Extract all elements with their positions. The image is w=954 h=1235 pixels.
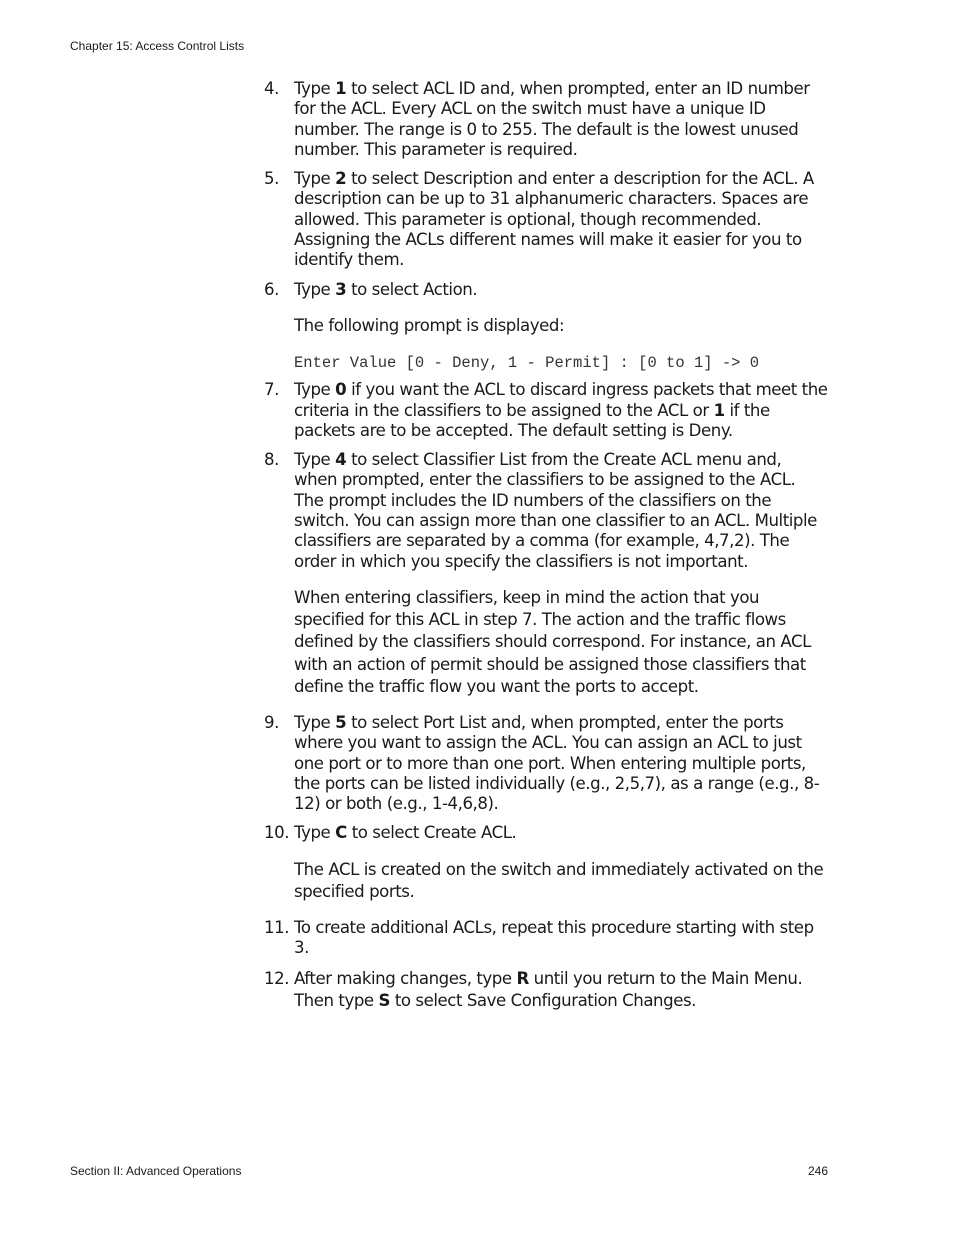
- step-number: 11.: [264, 918, 290, 938]
- key-label: 3: [335, 279, 347, 299]
- prompt-code: Enter Value [0 - Deny, 1 - Permit] : [0 to 1] -> 0: [294, 354, 760, 373]
- key-label: 2: [335, 169, 347, 189]
- key-label: 1: [713, 400, 725, 420]
- step-11: 11. To create additional ACLs, repeat this procedure starting with step 3.: [264, 918, 814, 958]
- step-10-note: The ACL is created on the switch and immediately activated on the specified ports.: [294, 859, 824, 901]
- key-label: R: [516, 968, 529, 988]
- key-label: C: [335, 823, 347, 843]
- step-8-note: When entering classifiers, keep in mind the action that you specified for this ACL in step 7. The action and the traffic flows defined by the classifiers should correspond. For instance, an ACL with an action of permit should be assigned those classifiers that define the traffic flow you want the ports to accept.: [294, 587, 811, 696]
- step-number: 8.: [264, 450, 279, 470]
- step-number: 10.: [264, 823, 290, 843]
- key-label: 0: [335, 380, 347, 400]
- key-label: 4: [335, 450, 347, 470]
- step-12: 12. After making changes, type R until you return to the Main Menu. Then type S to select Save Configuration Changes.: [264, 968, 803, 1010]
- step-9: 9. Type 5 to select Port List and, when prompted, enter the ports where you want to assign the ACL. You can assign an ACL to just one port or to more than one port. When entering multiple ports, the ports can be listed individually (e.g., 2,5,7), as a range (e.g., 8-12) or both (e.g., 1-4,6,8).: [264, 712, 820, 814]
- step-7: 7. Type 0 if you want the ACL to discard ingress packets that meet the criteria in the classifiers to be assigned to the ACL or 1 if the packets are to be accepted. The default setting is Deny.: [264, 380, 828, 440]
- key-label: 5: [335, 712, 347, 732]
- step-number: 9.: [264, 712, 279, 732]
- step-number: 12.: [264, 968, 290, 988]
- step-6: 6. Type 3 to select Action.: [264, 279, 478, 299]
- step-4: 4. Type 1 to select ACL ID and, when prompted, enter an ID number for the ACL. Every ACL on the switch must have a unique ID number. The range is 0 to 255. The default is the lowest unused number. This parameter is required.: [264, 79, 810, 159]
- running-header: Chapter 15: Access Control Lists: [70, 39, 245, 53]
- page-number: 246: [808, 1164, 829, 1178]
- step-8: 8. Type 4 to select Classifier List from the Create ACL menu and, when prompted, enter the classifiers to be assigned to the ACL. The prompt includes the ID numbers of the classifiers on the switch. You can assign more than one classifier to an ACL. Multiple classifiers are separated by a comma (for example, 4,7,2). The order in which you specify the classifiers is not important.: [264, 450, 817, 571]
- key-label: S: [378, 990, 391, 1010]
- step-6-note: The following prompt is displayed:: [294, 315, 565, 335]
- step-number: 4.: [264, 79, 279, 98]
- footer-section: Section II: Advanced Operations: [70, 1164, 242, 1178]
- step-number: 5.: [264, 169, 279, 189]
- step-number: 7.: [264, 380, 279, 400]
- key-label: 1: [335, 79, 347, 98]
- step-10: 10. Type C to select Create ACL.: [264, 823, 517, 843]
- procedure-steps: [264, 79, 829, 1012]
- step-number: 6.: [264, 279, 279, 299]
- step-5: 5. Type 2 to select Description and enter a description for the ACL. A description can be up to 31 alphanumeric characters. Spaces are allowed. This parameter is optional, though recommended. Assigning the ACLs different names will make it easier for you to identify them.: [264, 169, 814, 270]
